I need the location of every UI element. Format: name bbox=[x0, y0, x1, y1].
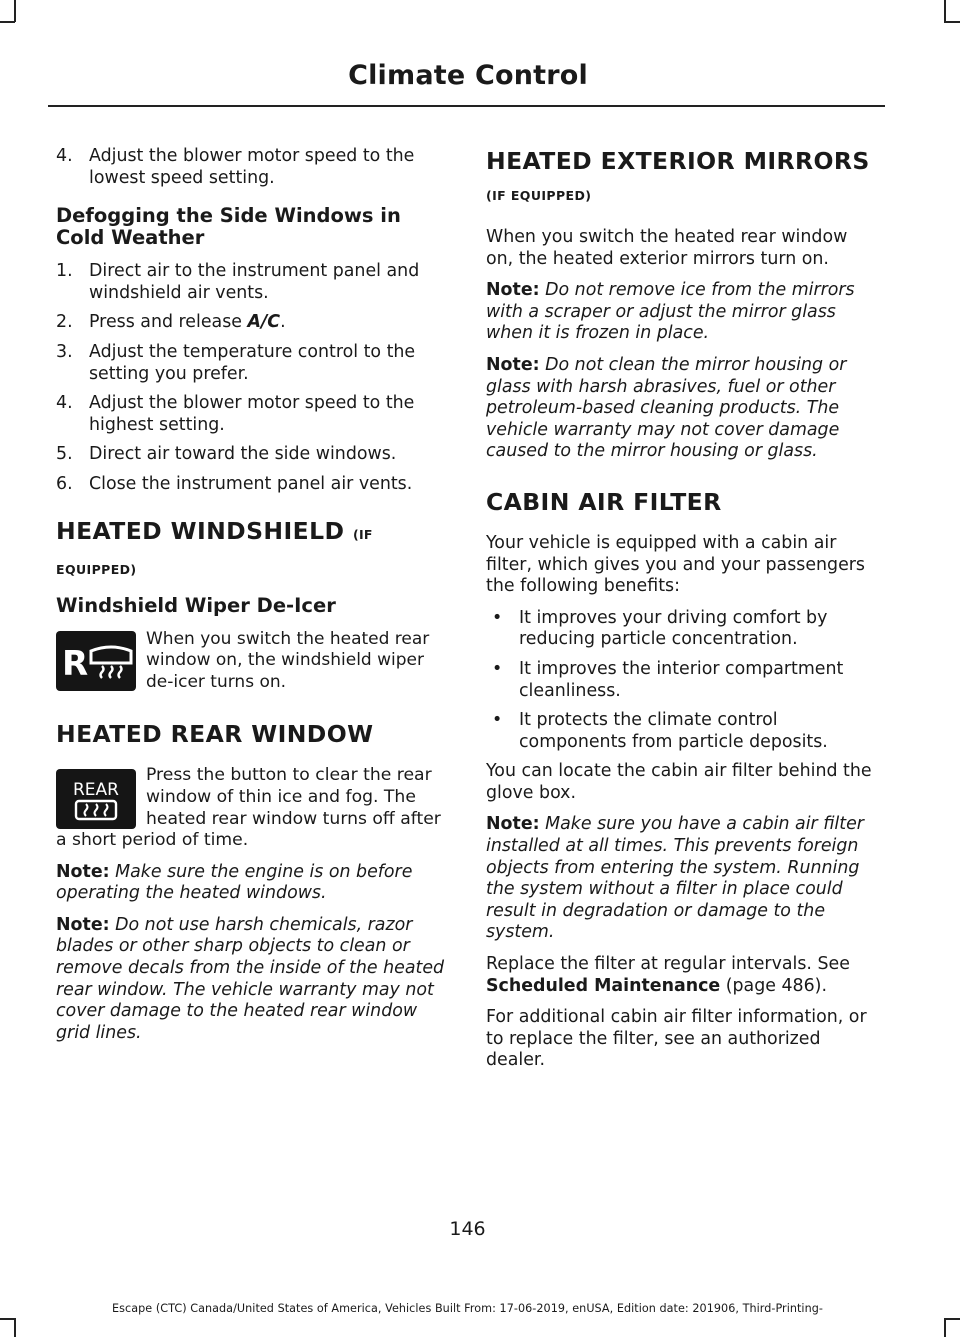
footer-text: Escape (CTC) Canada/United States of America, Vehicles Built From: 17-06-2019, enUSA, Edition date: 201906, Third-Printing- bbox=[112, 1302, 823, 1315]
crop-mark bbox=[14, 1318, 16, 1337]
note: Note: Do not clean the mirror housing or glass with harsh abrasives, fuel or other petroleum-based cleaning products. The vehicle warranty may not cover damage caused to the mirror housing or glass. bbox=[486, 354, 847, 462]
note: Note: Do not remove ice from the mirrors with a scraper or adjust the mirror glass when it is frozen in place. bbox=[486, 280, 855, 344]
svg-text:R: R bbox=[62, 643, 89, 684]
rear-defrost-icon bbox=[56, 769, 136, 829]
heated-windshield-heading: HEATED WINDSHIELD (IF bbox=[56, 516, 373, 545]
header-divider bbox=[48, 105, 885, 107]
wiper-deicer-heading: Windshield Wiper De-Icer bbox=[56, 593, 336, 617]
wiper-deicer-block: R When you switch the heated rear window on, the windshield wiper de-icer turns on. bbox=[56, 629, 448, 694]
list-item: 2. Press and release A/C. bbox=[56, 312, 286, 333]
crop-mark bbox=[944, 21, 960, 23]
heated-mirrors-heading: HEATED EXTERIOR MIRRORS bbox=[486, 147, 870, 175]
crop-mark bbox=[14, 0, 16, 22]
list-item: • It protects the climate control components from particle deposits. bbox=[492, 710, 828, 752]
list-item: 6. Close the instrument panel air vents. bbox=[56, 473, 413, 494]
list-item: 4. Adjust the blower motor speed to the lowest speed setting. bbox=[56, 146, 415, 188]
right-column: HEATED EXTERIOR MIRRORS (IF EQUIPPED) When you switch the heated rear window on, the heated exterior mirrors turn on. Note: Do not remove ice from the mirrors with a scraper or adjust the mirror glass when it is frozen in place. Note: Do not clean the mirror housing or glass with harsh abrasives, fuel or other petroleum-based cleaning products. The vehicle warranty may not cover damage caused to the mirror housing or glass. CABIN AIR FILTER Your vehicle is equipped with a cabin air filter, which gives you and your passengers the following benefits: • It improves your driving comfort by reducing particle concentration. • It improves the interior compartment cleanliness. • It protects the climate control components from particle deposits. You can locate the cabin air filter behind the glove box. Note: Make sure you have a cabin air filter installed at all times. This prevents foreign objects from entering the system. Running the system without a filter in place could result in degradation or damage to the system. Replace the filter at regular intervals. See Scheduled Maintenance (page 486). For additional cabin air filter information, or to replace the filter, see an authorized dealer. bbox=[486, 146, 878, 1082]
heated-rear-window-heading: HEATED REAR WINDOW bbox=[56, 720, 374, 749]
crop-mark bbox=[944, 1318, 946, 1337]
left-column bbox=[56, 146, 448, 1054]
page-title: Climate Control bbox=[348, 60, 588, 91]
note: Note: Do not use harsh chemicals, razor blades or other sharp objects to clean or remove decals from the inside of the heated rear window. The vehicle warranty may not cover damage to the heated rear window grid lines. bbox=[56, 914, 445, 1043]
crop-mark bbox=[944, 0, 946, 22]
list-item: 1. Direct air to the instrument panel and windshield air vents. bbox=[56, 261, 420, 303]
equipped-note: (IF EQUIPPED) bbox=[486, 188, 592, 203]
page-number: 146 bbox=[449, 1218, 486, 1240]
crop-mark bbox=[0, 21, 15, 23]
cabin-air-filter-heading: CABIN AIR FILTER bbox=[486, 487, 722, 516]
list-item: 5. Direct air toward the side windows. bbox=[56, 444, 397, 465]
list-item: • It improves the interior compartment cleanliness. bbox=[492, 658, 844, 701]
note: Note: Make sure the engine is on before operating the heated windows. bbox=[56, 861, 413, 904]
list-item: 4. Adjust the blower motor speed to the highest setting. bbox=[56, 393, 415, 435]
crop-mark bbox=[944, 1318, 960, 1320]
rear-window-block: REAR Press the button to clear the rear window of thin ice and fog. The heated rear window turns off after a short period of time. bbox=[56, 765, 441, 851]
list-item: • It improves your driving comfort by reducing particle concentration. bbox=[492, 607, 828, 650]
defog-heading: Defogging the Side Windows in Cold Weather bbox=[56, 204, 401, 250]
equipped-note: EQUIPPED) bbox=[56, 561, 137, 577]
list-item: 3. Adjust the temperature control to the setting you prefer. bbox=[56, 341, 416, 384]
crop-mark bbox=[0, 1318, 15, 1320]
wiper-deicer-icon bbox=[56, 631, 136, 691]
note: Note: Make sure you have a cabin air filter installed at all times. This prevents foreign objects from entering the system. Running the system without a filter in place could result in degradation or damage to the system. bbox=[486, 814, 864, 943]
scheduled-maintenance-link[interactable]: Scheduled Maintenance bbox=[486, 975, 721, 996]
svg-text:REAR: REAR bbox=[73, 780, 119, 801]
